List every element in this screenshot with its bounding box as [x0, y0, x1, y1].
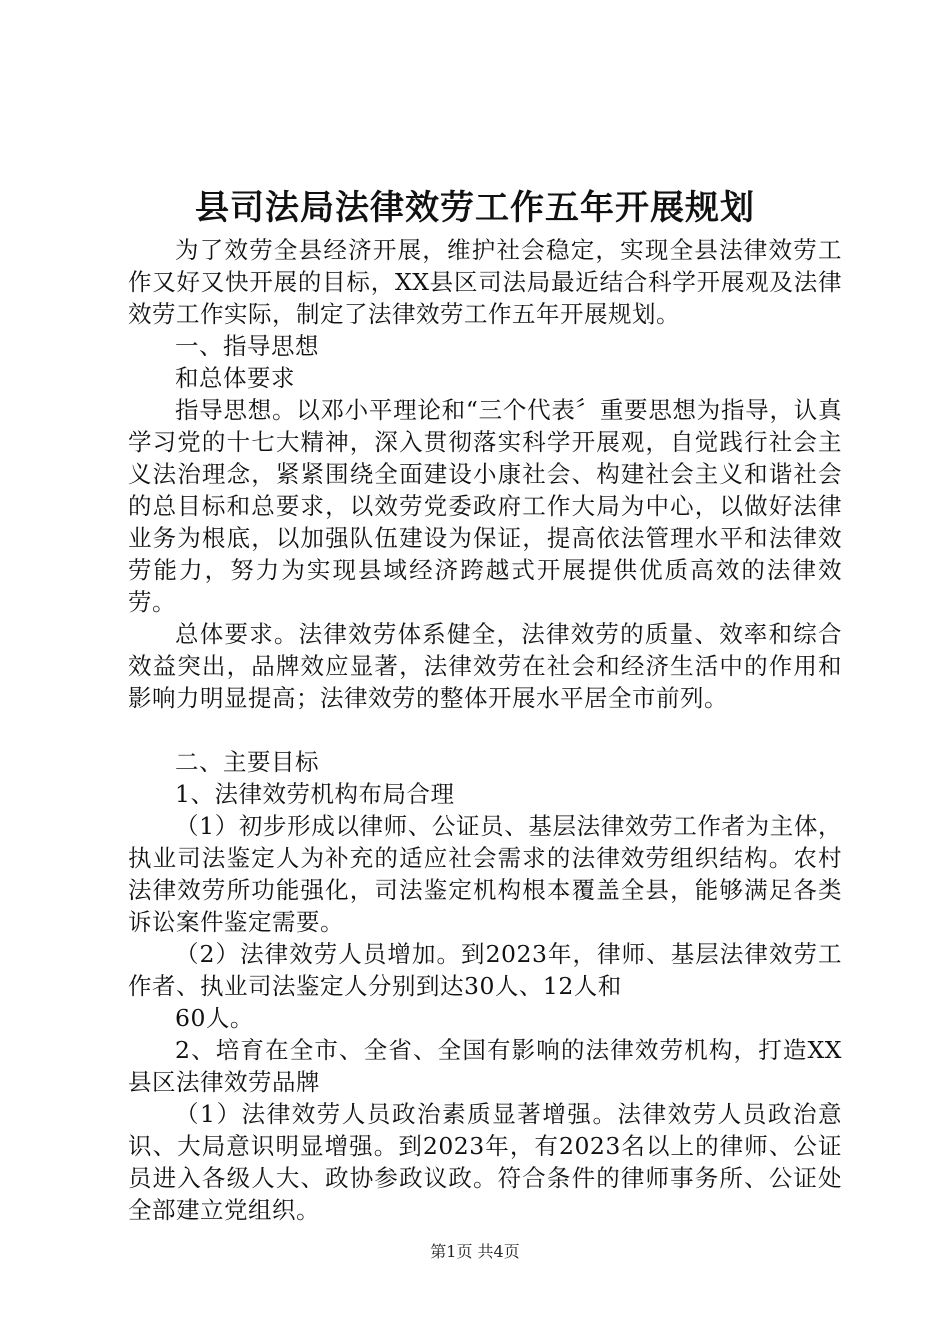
section-heading-1: 一、指导思想 [175, 332, 319, 360]
goal-1-heading: 1、法律效劳机构布局合理 [175, 780, 455, 808]
intro-paragraph: 为了效劳全县经济开展，维护社会稳定，实现全县法律效劳工作又好又快开展的目标，XX县区司法局最近结合科学开展观及法律效劳工作实际，制定了法律效劳工作五年开展规划。 [128, 236, 842, 328]
overall-requirements-paragraph: 总体要求。法律效劳体系健全，法律效劳的质量、效率和综合效益突出，品牌效应显著，法律效劳在社会和经济生活中的作用和影响力明显提高；法律效劳的整体开展水平居全市前列。 [128, 620, 842, 712]
goal-2-heading: 2、培育在全市、全省、全国有影响的法律效劳机构，打造XX县区法律效劳品牌 [128, 1036, 842, 1096]
guiding-ideology-paragraph: 指导思想。以邓小平理论和“三个代表〞重要思想为指导，认真学习党的十七大精神，深入贯彻落实科学开展观，自觉践行社会主义法治理念，紧紧围绕全面建设小康社会、构建社会主义和谐社会的总目标和总要求，以效劳党委政府工作大局为中心，以做好法律业务为根底，以加强队伍建设为保证，提高依法管理水平和法律效劳能力，努力为实现县域经济跨越式开展提供优质高效的法律效劳。 [128, 396, 842, 616]
section-heading-1-continued: 和总体要求 [175, 364, 295, 392]
blank-line [128, 714, 842, 746]
section-heading-2: 二、主要目标 [175, 748, 319, 776]
document-body [128, 234, 842, 1226]
goal-1-item-2-continued: 60人。 [175, 1004, 254, 1032]
page-footer: 第1页 共4页 [430, 1242, 520, 1261]
goal-1-item-2: （2）法律效劳人员增加。到2023年，律师、基层法律效劳工作者、执业司法鉴定人分别到达30人、12人和 [128, 940, 842, 1000]
document-title: 县司法局法律效劳工作五年开展规划 [195, 188, 755, 228]
goal-2-item-1: （1）法律效劳人员政治素质显著增强。法律效劳人员政治意识、大局意识明显增强。到2023年，有2023名以上的律师、公证员进入各级人大、政协参政议政。符合条件的律师事务所、公证处全部建立党组织。 [128, 1100, 842, 1224]
goal-1-item-1: （1）初步形成以律师、公证员、基层法律效劳工作者为主体，执业司法鉴定人为补充的适应社会需求的法律效劳组织结构。农村法律效劳所功能强化，司法鉴定机构根本覆盖全县，能够满足各类诉讼案件鉴定需要。 [128, 812, 842, 936]
